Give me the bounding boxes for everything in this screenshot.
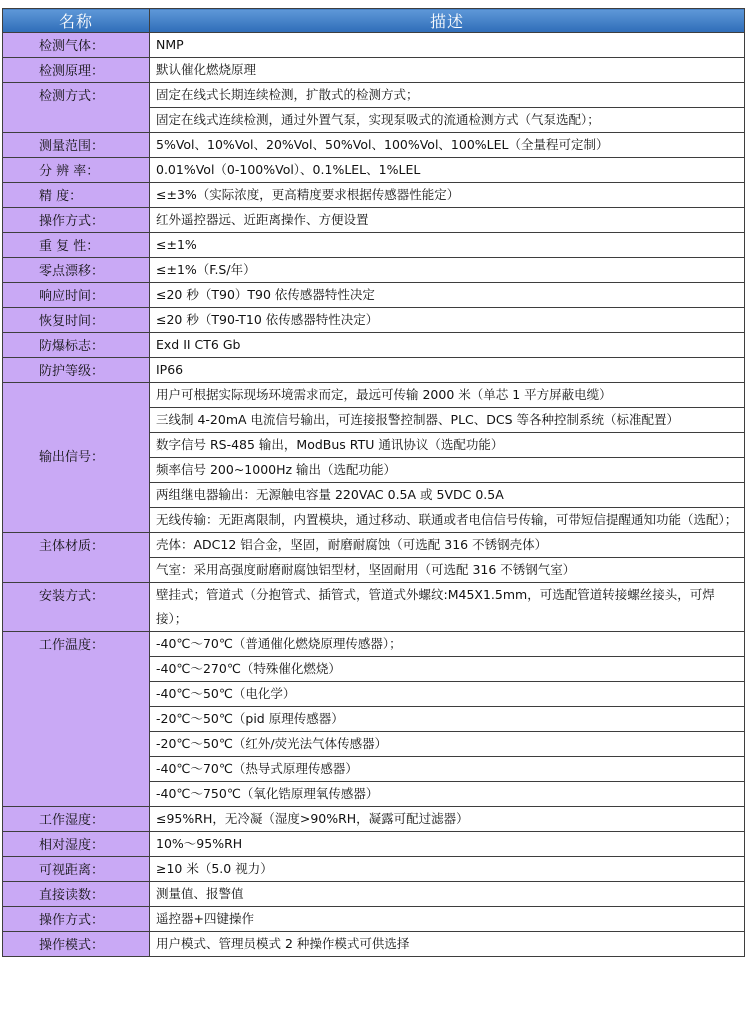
row-label: 输出信号： [39, 449, 105, 465]
spec-table [2, 8, 745, 957]
row-label: 操作方式： [39, 913, 105, 928]
row-value: 0.01%Vol（0-100%Vol）、0.1%LEL、1%LEL [150, 158, 745, 183]
row-value: -40℃～270℃（特殊催化燃烧） [150, 657, 745, 682]
row-label-cell [3, 882, 150, 907]
row-label: 检测方式： [39, 89, 105, 104]
table-row [3, 283, 745, 308]
row-label: 检测气体： [39, 39, 105, 54]
row-label: 分 辨 率： [39, 164, 100, 179]
row-value: -40℃～750℃（氧化锆原理氧传感器） [150, 782, 745, 807]
row-value: 红外遥控器远、近距离操作、方便设置 [150, 208, 745, 233]
row-value: IP66 [150, 358, 745, 383]
row-value: 气室：采用高强度耐磨耐腐蚀铝型材，坚固耐用（可选配 316 不锈钢气室） [150, 558, 745, 583]
row-value: -40℃～70℃（热导式原理传感器） [150, 757, 745, 782]
row-value: 三线制 4-20mA 电流信号输出，可连接报警控制器、PLC、DCS 等各种控制系统（标准配置） [150, 408, 745, 433]
row-value: ≤20 秒（T90）T90 依传感器特性决定 [150, 283, 745, 308]
row-label-cell [3, 158, 150, 183]
row-label-cell [3, 208, 150, 233]
row-label-cell [3, 233, 150, 258]
row-value: 无线传输：无距离限制，内置模块，通过移动、联通或者电信信号传输，可带短信提醒通知功能（选配）； [150, 508, 745, 533]
row-value: 频率信号 200~1000Hz 输出（选配功能） [150, 458, 745, 483]
row-label-cell [3, 907, 150, 932]
row-label: 精 度： [39, 189, 83, 204]
row-value: 遥控器+四键操作 [150, 907, 745, 932]
row-value: ≤±1%（F.S/年） [150, 258, 745, 283]
row-label-cell [3, 58, 150, 83]
row-label-cell [3, 583, 150, 632]
row-value: 用户可根据实际现场环境需求而定，最远可传输 2000 米（单芯 1 平方屏蔽电缆） [150, 383, 745, 408]
row-value: 用户模式、管理员模式 2 种操作模式可供选择 [150, 932, 745, 957]
row-label: 工作温度： [39, 638, 105, 653]
row-label: 安装方式： [39, 589, 105, 604]
row-label: 测量范围： [39, 139, 105, 154]
row-label-cell [3, 183, 150, 208]
row-value: ≤20 秒（T90-T10 依传感器特性决定） [150, 308, 745, 333]
table-row [3, 358, 745, 383]
row-label-cell [3, 533, 150, 583]
row-value: 两组继电器输出：无源触电容量 220VAC 0.5A 或 5VDC 0.5A [150, 483, 745, 508]
table-row [3, 907, 745, 932]
table-row [3, 33, 745, 58]
row-label-cell [3, 832, 150, 857]
table-row [3, 583, 745, 632]
row-value: 壁挂式；管道式（分抱管式、插管式，管道式外螺纹:M45X1.5mm，可选配管道转接螺丝接头，可焊接）； [150, 583, 745, 632]
row-value: -40℃～70℃（普通催化燃烧原理传感器）； [150, 632, 745, 657]
row-value: -20℃～50℃（红外/荧光法气体传感器） [150, 732, 745, 757]
row-label-cell [3, 83, 150, 133]
table-row [3, 308, 745, 333]
table-row [3, 832, 745, 857]
table-row [3, 333, 745, 358]
row-value: -20℃～50℃（pid 原理传感器） [150, 707, 745, 732]
table-row [3, 208, 745, 233]
table-row [3, 133, 745, 158]
row-label: 操作方式： [39, 214, 105, 229]
header-description: 描述 [150, 9, 745, 33]
row-label: 检测原理： [39, 64, 105, 79]
row-label: 防爆标志： [39, 339, 105, 354]
table-row [3, 857, 745, 882]
row-label-cell [3, 857, 150, 882]
row-label: 零点漂移： [39, 264, 105, 279]
table-row [3, 383, 745, 408]
table-row [3, 932, 745, 957]
table-row [3, 158, 745, 183]
row-label: 可视距离： [39, 863, 105, 878]
table-row [3, 83, 745, 108]
row-value: 测量值、报警值 [150, 882, 745, 907]
table-row [3, 183, 745, 208]
row-value: 默认催化燃烧原理 [150, 58, 745, 83]
row-value: NMP [150, 33, 745, 58]
row-label-cell [3, 807, 150, 832]
table-row [3, 807, 745, 832]
row-value: 壳体：ADC12 铝合金，坚固，耐磨耐腐蚀（可选配 316 不锈钢壳体） [150, 533, 745, 558]
row-value: 5%Vol、10%Vol、20%Vol、50%Vol、100%Vol、100%LEL（全量程可定制） [150, 133, 745, 158]
row-value: ≤±3%（实际浓度，更高精度要求根据传感器性能定） [150, 183, 745, 208]
row-label-cell [3, 133, 150, 158]
header-name: 名称 [3, 9, 150, 33]
row-label-cell [3, 333, 150, 358]
row-label: 恢复时间： [39, 314, 105, 329]
row-label: 相对湿度： [39, 838, 105, 853]
row-label: 响应时间： [39, 289, 105, 304]
table-header-row [3, 9, 745, 33]
row-label: 防护等级： [39, 364, 105, 379]
row-label-cell [3, 283, 150, 308]
row-label: 操作模式： [39, 938, 105, 953]
row-label-cell [3, 632, 150, 807]
table-body [3, 33, 745, 957]
table-row [3, 58, 745, 83]
row-label-cell [3, 932, 150, 957]
row-label-cell [3, 383, 150, 533]
table-row [3, 882, 745, 907]
table-row [3, 632, 745, 657]
row-label-cell [3, 258, 150, 283]
row-label-cell [3, 358, 150, 383]
row-label: 直接读数： [39, 888, 105, 903]
row-value: 数字信号 RS-485 输出，ModBus RTU 通讯协议（选配功能） [150, 433, 745, 458]
row-label: 主体材质： [39, 539, 105, 554]
row-value: Exd II CT6 Gb [150, 333, 745, 358]
row-value: -40℃～50℃（电化学） [150, 682, 745, 707]
table-row [3, 233, 745, 258]
row-value: 固定在线式长期连续检测，扩散式的检测方式； [150, 83, 745, 108]
row-label: 重 复 性： [39, 239, 100, 254]
table-row [3, 258, 745, 283]
row-label-cell [3, 308, 150, 333]
row-value: 10%～95%RH [150, 832, 745, 857]
row-label-cell [3, 33, 150, 58]
row-label: 工作湿度： [39, 813, 105, 828]
row-value: 固定在线式连续检测，通过外置气泵，实现泵吸式的流通检测方式（气泵选配）； [150, 108, 745, 133]
row-value: ≤±1% [150, 233, 745, 258]
row-value: ≥10 米（5.0 视力） [150, 857, 745, 882]
row-value: ≤95%RH，无冷凝（湿度>90%RH，凝露可配过滤器） [150, 807, 745, 832]
table-row [3, 533, 745, 558]
